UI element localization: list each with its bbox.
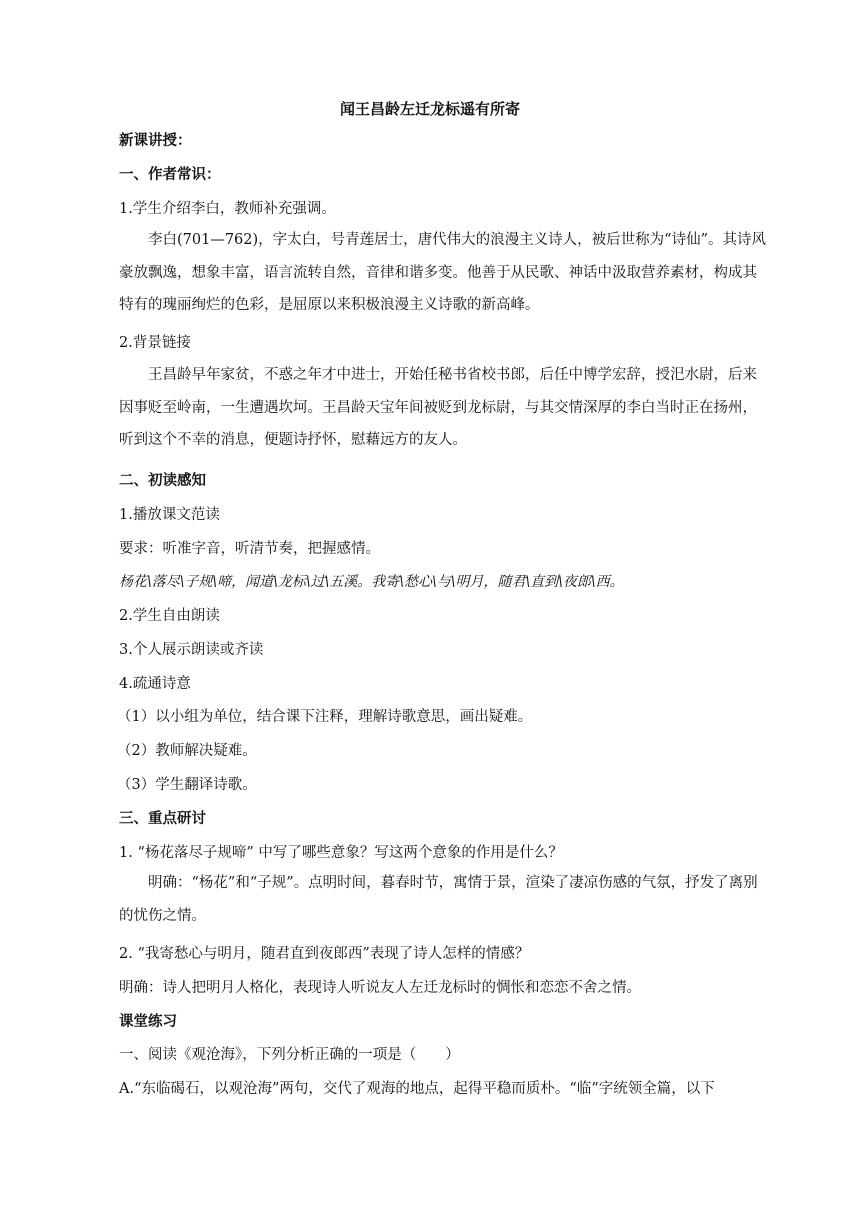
section-new-lesson: 新课讲授： xyxy=(119,133,192,149)
paragraph-background xyxy=(119,359,771,457)
item-understand-poem: 4.疏通诗意 xyxy=(119,676,191,692)
heading-key-discussion: 三、重点研讨 xyxy=(119,811,206,827)
paragraph-li-bai-text: 李白(701—762)，字太白，号青莲居士，唐代伟大的浪漫主义诗人，被后世称为“诗仙”。其诗风豪放飘逸，想象丰富，语言流转自然，音律和谐多变。他善于从民歌、神话中汲取营养素材，构成其特有的瑰丽绚烂的色彩，是屈原以来积极浪漫主义诗歌的新高峰。 xyxy=(119,232,766,313)
heading-first-reading: 二、初读感知 xyxy=(119,473,206,489)
subitem-group-work: （1）以小组为单位，结合课下注释，理解诗歌意思，画出疑难。 xyxy=(117,709,533,725)
answer-1 xyxy=(119,867,771,932)
answer-2: 明确：诗人把明月人格化，表现诗人听说友人左迁龙标时的惆怅和恋恋不舍之情。 xyxy=(119,980,641,996)
subitem-translate: （3）学生翻译诗歌。 xyxy=(117,777,257,793)
item-free-reading: 2.学生自由朗读 xyxy=(119,608,220,624)
subitem-teacher-resolve: （2）教师解决疑难。 xyxy=(117,743,257,759)
item-background: 2.背景链接 xyxy=(119,335,191,351)
question-2: 2. “我寄愁心与明月，随君直到夜郎西”表现了诗人怎样的情感？ xyxy=(119,946,530,962)
answer-1-text: 明确：“杨花”和“子规”。点明时间，暮春时节，寓情于景，渲染了凄凉伤感的气氛，抒发了离别的忧伤之情。 xyxy=(119,875,758,924)
practice-option-a: A.“东临碣石，以观沧海”两句，交代了观海的地点，起得平稳而质朴。“临”字统领全篇，以下 xyxy=(119,1081,715,1097)
heading-author-knowledge: 一、作者常识： xyxy=(119,167,221,183)
item-show-reading: 3.个人展示朗读或齐读 xyxy=(119,642,264,658)
document-title: 闻王昌龄左迁龙标遥有所寄 xyxy=(339,100,520,118)
item-play-reading: 1.播放课文范读 xyxy=(119,507,220,523)
reading-requirement: 要求：听准字音，听清节奏，把握感情。 xyxy=(119,541,380,557)
practice-question-1: 一、阅读《观沧海》，下列分析正确的一项是（ ） xyxy=(119,1047,460,1063)
paragraph-background-text: 王昌龄早年家贫，不惑之年才中进士，开始任秘书省校书郎，后任中博学宏辞，授汜水尉，后来因事贬至岭南，一生遭遇坎坷。王昌龄天宝年间被贬到龙标尉，与其交情深厚的李白当时正在扬州，听到这个不幸的消息，便题诗抒怀，慰藉远方的友人。 xyxy=(119,367,757,448)
paragraph-li-bai xyxy=(119,224,771,322)
poem-rhythm: 杨花\落尽\子规\啼，闻道\龙标\过\五溪。我寄\愁心\与\明月，随君\直到\夜郎\西。 xyxy=(119,574,624,590)
heading-class-practice: 课堂练习 xyxy=(119,1014,177,1030)
question-1: 1. “杨花落尽子规啼” 中写了哪些意象？写这两个意象的作用是什么？ xyxy=(119,845,563,861)
item-student-intro: 1.学生介绍李白，教师补充强调。 xyxy=(119,201,336,217)
